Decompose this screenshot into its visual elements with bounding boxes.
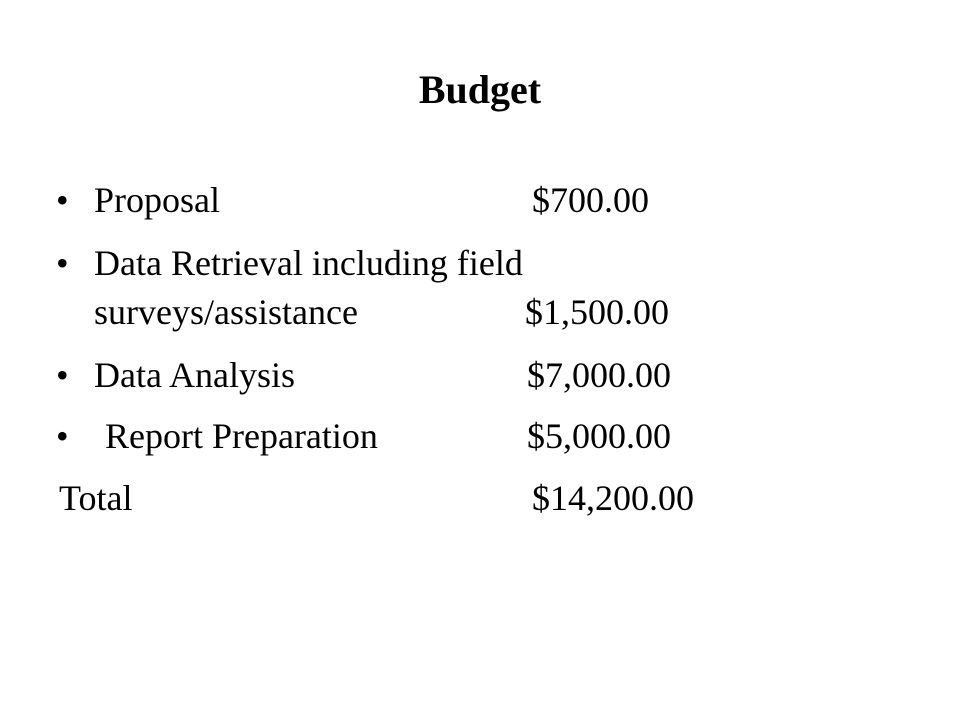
bullet-icon: • [56, 416, 69, 456]
item-amount-proposal: $700.00 [532, 180, 649, 220]
item-amount-report-preparation: $5,000.00 [527, 416, 671, 456]
item-amount-data-retrieval: $1,500.00 [525, 292, 669, 332]
item-label-data-retrieval-line2: surveys/assistance [94, 292, 358, 332]
slide-title: Budget [418, 67, 542, 112]
total-label: Total [59, 478, 133, 518]
item-label-data-retrieval-line1: Data Retrieval including field [94, 243, 523, 283]
bullet-icon: • [56, 180, 69, 220]
total-amount: $14,200.00 [532, 478, 694, 518]
item-label-data-analysis: Data Analysis [94, 355, 295, 395]
bullet-icon: • [56, 355, 69, 395]
item-label-report-preparation: Report Preparation [105, 416, 378, 456]
item-amount-data-analysis: $7,000.00 [527, 355, 671, 395]
bullet-icon: • [56, 243, 69, 283]
item-label-proposal: Proposal [94, 180, 220, 220]
